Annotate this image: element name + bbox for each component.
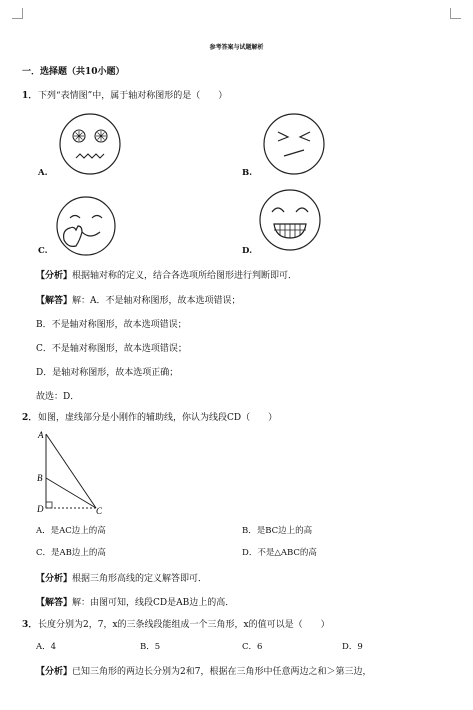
section-heading: 一．选择题（共10小题） xyxy=(22,67,125,77)
q1-option-b: B. xyxy=(242,168,253,178)
q3-option-c: C．6 xyxy=(242,642,263,652)
q1-stem: 下列“表情图”中，属于轴对称图形的是（ ） xyxy=(38,91,228,101)
q2-option-c: C．是AB边上的高 xyxy=(36,548,106,558)
q3-number: 3． xyxy=(22,620,38,630)
face-d-image xyxy=(258,188,322,252)
q1-solution-line-2: B．不是轴对称图形，故本选项错误； xyxy=(36,320,187,330)
q1-analysis-tag: 【分析】 xyxy=(36,271,73,281)
q1-solution-line-1: 【解答】解：A．不是轴对称图形，故本选项错误； xyxy=(36,296,241,306)
q1-analysis xyxy=(36,268,297,281)
q2-solution-tag: 【解答】 xyxy=(36,598,73,608)
q2-solution: 【解答】解：由图可知，线段CD是AB边上的高． xyxy=(36,598,235,608)
q2-number: 2． xyxy=(22,413,38,423)
q1-option-d: D. xyxy=(242,246,253,256)
q2-stem: 如图，虚线部分是小刚作的辅助线，你认为线段CD（ ） xyxy=(38,413,278,423)
q2-option-b: B．是BC边上的高 xyxy=(242,526,313,536)
q2-analysis-tag: 【分析】 xyxy=(36,574,73,584)
triangle-figure xyxy=(30,428,110,516)
q1-solution-tag: 【解答】 xyxy=(36,296,73,306)
page-corner-mark xyxy=(12,8,23,19)
q3-option-b: B．5 xyxy=(140,642,161,652)
q1-solution-line-4: D．是轴对称图形，故本选项正确； xyxy=(36,368,179,378)
figure-label-d: D xyxy=(37,504,44,514)
q1-option-c: C. xyxy=(38,246,48,256)
face-c-image xyxy=(54,196,118,258)
q3-analysis: 【分析】已知三角形的两边长分别为2和7，根据在三角形中任意两边之和＞第三边， xyxy=(36,667,372,677)
q3-option-d: D．9 xyxy=(342,642,363,652)
figure-label-b: B xyxy=(37,473,43,483)
q1-solution-line-3: C．不是轴对称图形，故本选项错误； xyxy=(36,344,187,354)
q2-analysis: 【分析】根据三角形高线的定义解答即可． xyxy=(36,574,208,584)
face-b-image xyxy=(262,112,326,176)
q1-option-a: A. xyxy=(38,168,48,178)
q3-option-a: A．4 xyxy=(36,642,57,652)
q1-answer: 故选：D． xyxy=(36,392,80,402)
figure-label-c: C xyxy=(96,506,103,516)
q2-option-d: D．不是△ABC的高 xyxy=(242,548,317,558)
q1-number: 1． xyxy=(22,91,38,101)
page-corner-mark xyxy=(450,8,461,19)
doc-title: 参考答案与试题解析 xyxy=(209,44,264,51)
q2-option-a: A．是AC边上的高 xyxy=(36,526,106,536)
face-a-image xyxy=(58,112,122,176)
q3-stem: 长度分别为2，7，x的三条线段能组成一个三角形，x的值可以是（ ） xyxy=(38,620,330,630)
q3-analysis-tag: 【分析】 xyxy=(36,667,73,677)
figure-label-a: A xyxy=(38,430,44,440)
q1-analysis-text: 根据轴对称的定义，结合各选项所给图形进行判断即可． xyxy=(72,271,298,281)
